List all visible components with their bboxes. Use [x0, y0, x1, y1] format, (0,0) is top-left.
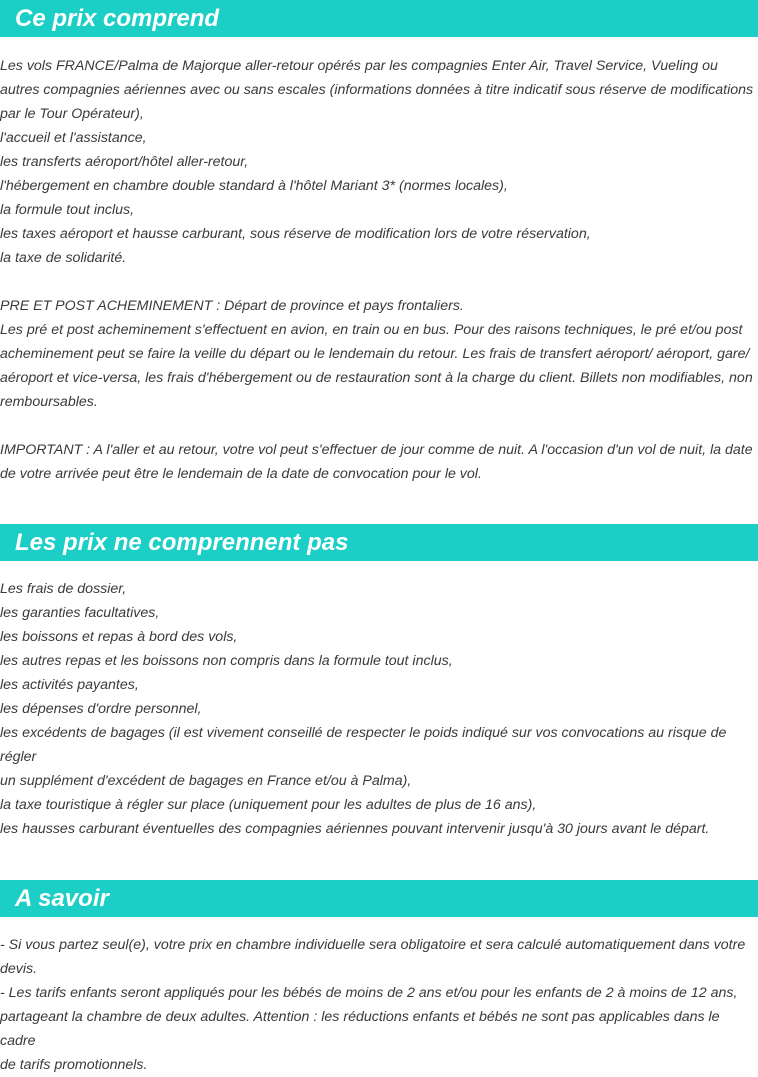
text-line: - Si vous partez seul(e), votre prix en chambre individuelle sera obligatoire et sera calculé automatiquement dans votre — [0, 937, 746, 953]
text-line: Les vols FRANCE/Palma de Majorque aller-retour opérés par les compagnies Enter Air, Travel Service, Vueling ou — [0, 58, 718, 74]
text-line: par le Tour Opérateur), — [0, 106, 144, 122]
text-line: les garanties facultatives, — [0, 605, 160, 621]
blank-line — [0, 414, 758, 438]
text-line: les activités payantes, — [0, 677, 139, 693]
text-line: aéroport et vice-versa, les frais d'hébergement ou de restauration sont à la charge du client. Billets non modifiables, non — [0, 370, 753, 386]
section-body-not-included — [0, 577, 758, 841]
text-line: partageant la chambre de deux adultes. Attention : les réductions enfants et bébés ne sont pas applicables dans le cadre — [0, 1009, 720, 1049]
text-line: remboursables. — [0, 394, 98, 410]
text-line: IMPORTANT : A l'aller et au retour, votre vol peut s'effectuer de jour comme de nuit. A l'occasion d'un vol de nuit, la date — [0, 442, 753, 458]
text-line: les dépenses d'ordre personnel, — [0, 701, 202, 717]
text-line: les transferts aéroport/hôtel aller-retour, — [0, 154, 249, 170]
text-line: de tarifs promotionnels. — [0, 1057, 148, 1073]
section-header-included: Ce prix comprend — [0, 0, 758, 37]
text-line: de votre arrivée peut être le lendemain de la date de convocation pour le vol. — [0, 466, 482, 482]
blank-line — [0, 270, 758, 294]
section-good-to-know — [0, 880, 758, 1077]
section-header-good-to-know: A savoir — [0, 880, 758, 917]
text-line: acheminement peut se faire la veille du départ ou le lendemain du retour. Les frais de transfert aéroport/ aéroport, gare/ — [0, 346, 750, 362]
text-line: l'hébergement en chambre double standard à l'hôtel Mariant 3* (normes locales), — [0, 178, 508, 194]
section-included — [0, 0, 758, 486]
text-line: PRE ET POST ACHEMINEMENT : Départ de province et pays frontaliers. — [0, 298, 464, 314]
text-line: les autres repas et les boissons non compris dans la formule tout inclus, — [0, 653, 453, 669]
text-line: autres compagnies aériennes avec ou sans escales (informations données à titre indicatif sous réserve de modifications — [0, 82, 754, 98]
text-line: un supplément d'excédent de bagages en France et/ou à Palma), — [0, 773, 412, 789]
text-line: les taxes aéroport et hausse carburant, sous réserve de modification lors de votre réservation, — [0, 226, 591, 242]
text-line: les excédents de bagages (il est vivement conseillé de respecter le poids indiqué sur vos convocations au risque de régler — [0, 725, 727, 765]
text-line: la taxe touristique à régler sur place (uniquement pour les adultes de plus de 16 ans), — [0, 797, 537, 813]
text-line: - Les tarifs enfants seront appliqués pour les bébés de moins de 2 ans et/ou pour les enfants de 2 à moins de 12 ans, — [0, 985, 738, 1001]
text-line: les boissons et repas à bord des vols, — [0, 629, 238, 645]
text-line: la formule tout inclus, — [0, 202, 135, 218]
text-line: la taxe de solidarité. — [0, 250, 127, 266]
section-body-included — [0, 54, 758, 486]
text-line: devis. — [0, 961, 38, 977]
text-line: Les frais de dossier, — [0, 581, 127, 597]
section-body-good-to-know — [0, 933, 758, 1077]
section-not-included — [0, 524, 758, 841]
section-header-not-included: Les prix ne comprennent pas — [0, 524, 758, 561]
text-line: les hausses carburant éventuelles des compagnies aériennes pouvant intervenir jusqu'à 30 jours avant le départ. — [0, 821, 710, 837]
text-line: Les pré et post acheminement s'effectuent en avion, en train ou en bus. Pour des raisons techniques, le pré et/ou post — [0, 322, 743, 338]
text-line: l'accueil et l'assistance, — [0, 130, 147, 146]
